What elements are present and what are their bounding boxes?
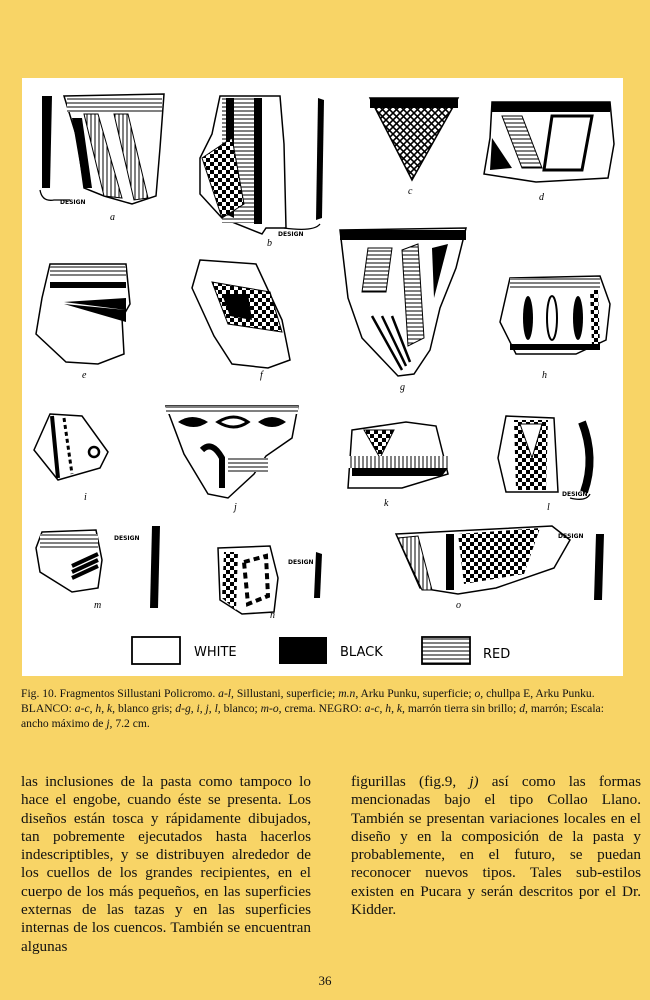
- body-right-column: [351, 773, 641, 919]
- caption-seg10: ancho máximo de: [21, 717, 104, 730]
- legend-white-swatch: [132, 637, 180, 664]
- fragment-j: [166, 406, 298, 513]
- fragment-letter-g: g: [400, 382, 405, 393]
- caption-seg8-italic: a-c, h, k,: [364, 702, 405, 715]
- right-col-rest: así como las formas mencionadas bajo el tipo Collao Llano. También se presentan variaciones locales en el diseño y en la composición de la pasta y probablemente, en el futuro, se puedan reconocer nuevos tipos. Tales sub-estilos existen en Pucara y serán descritos por el Dr. Kidder.: [351, 773, 642, 919]
- fragment-letter-k: k: [384, 498, 389, 509]
- caption-seg6: blanco;: [223, 702, 258, 715]
- fragment-letter-n: n: [270, 610, 275, 621]
- caption-seg6-italic: d-g, i, j, l,: [175, 702, 221, 715]
- legend-red-label: RED: [483, 647, 511, 662]
- caption-seg7: crema. NEGRO:: [284, 702, 362, 715]
- caption-seg7-italic: m-o,: [260, 702, 282, 715]
- legend-black-label: BLACK: [340, 645, 383, 660]
- fragment-letter-j: j: [234, 502, 237, 513]
- caption-seg2: Arku Punku, superficie;: [360, 687, 472, 700]
- caption-seg9: marrón; Escala:: [530, 702, 604, 715]
- figure-caption: [21, 686, 631, 731]
- fragment-c: [370, 98, 458, 197]
- figure-10: [22, 78, 623, 676]
- fragment-letter-c: c: [408, 186, 413, 197]
- fragment-l: [498, 416, 590, 513]
- caption-title: Fragmentos Sillustani Policromo.: [59, 687, 216, 700]
- design-label-a: DESIGN: [60, 199, 86, 206]
- fragment-o: [396, 526, 604, 611]
- fragment-m: [36, 526, 160, 611]
- fragment-letter-d: d: [539, 192, 544, 203]
- design-label-l: DESIGN: [562, 491, 588, 498]
- fragment-f: [192, 260, 290, 381]
- legend-red-swatch: [422, 637, 470, 664]
- fragment-letter-b: b: [267, 238, 272, 249]
- fragment-a: [40, 94, 164, 223]
- caption-seg10-end: 7.2 cm.: [115, 717, 150, 730]
- fragment-letter-e: e: [82, 370, 87, 381]
- caption-seg1: Sillustani, superficie;: [236, 687, 336, 700]
- caption-seg4: BLANCO:: [21, 702, 72, 715]
- caption-seg8: marrón tierra sin brillo;: [407, 702, 517, 715]
- caption-fig-label: Fig. 10.: [21, 687, 57, 700]
- design-label-m: DESIGN: [114, 535, 140, 542]
- caption-seg10-italic: j,: [106, 717, 113, 730]
- fragment-letter-a: a: [110, 212, 115, 223]
- design-label-o: DESIGN: [558, 533, 584, 540]
- legend: [132, 637, 510, 664]
- caption-seg1-italic: a-l,: [218, 687, 234, 700]
- right-col-italic-ref: j): [469, 773, 479, 790]
- body-left-column: las inclusiones de la pasta como tampoco lo hace el engobe, cuando éste se presenta. Los diseños están tosca y rápidamente dibujados, tan pobremente ejecutados hasta hacerlos indescriptibles, y se distribuyen alrededor de los cuellos de los grandes recipientes, en el cuerpo de los más pequeños, en las superficies externas de las tazas y en las superficies internas de los cuencos. También se encuentran algunas: [21, 773, 311, 955]
- caption-seg5: blanco gris;: [117, 702, 173, 715]
- fragment-letter-h: h: [542, 370, 547, 381]
- pottery-fragments-drawing: [22, 78, 623, 676]
- fragment-letter-f: f: [260, 370, 263, 381]
- legend-black-swatch: [279, 637, 327, 664]
- caption-seg2-italic: m.n,: [338, 687, 359, 700]
- legend-white-label: WHITE: [194, 645, 237, 660]
- caption-seg3: chullpa E, Arku Punku.: [486, 687, 595, 700]
- right-col-start: figurillas (fig.9,: [351, 773, 457, 790]
- design-label-b: DESIGN: [278, 231, 304, 238]
- fragment-letter-m: m: [94, 600, 102, 611]
- fragment-n: [218, 546, 322, 621]
- caption-seg3-italic: o,: [474, 687, 484, 700]
- fragment-e: [36, 264, 130, 381]
- fragment-g: [340, 228, 466, 393]
- fragment-i: [34, 414, 108, 503]
- fragment-letter-i: i: [84, 492, 87, 503]
- fragment-b: [200, 96, 324, 249]
- design-label-n: DESIGN: [288, 559, 314, 566]
- caption-seg9-italic: d,: [519, 702, 528, 715]
- page-number: 36: [318, 973, 332, 988]
- caption-seg5-italic: a-c, h, k,: [74, 702, 116, 715]
- fragment-d: [484, 102, 614, 203]
- fragment-h: [500, 276, 610, 381]
- fragment-k: [348, 422, 448, 509]
- fragment-letter-l: l: [547, 502, 550, 513]
- fragment-letter-o: o: [456, 600, 461, 611]
